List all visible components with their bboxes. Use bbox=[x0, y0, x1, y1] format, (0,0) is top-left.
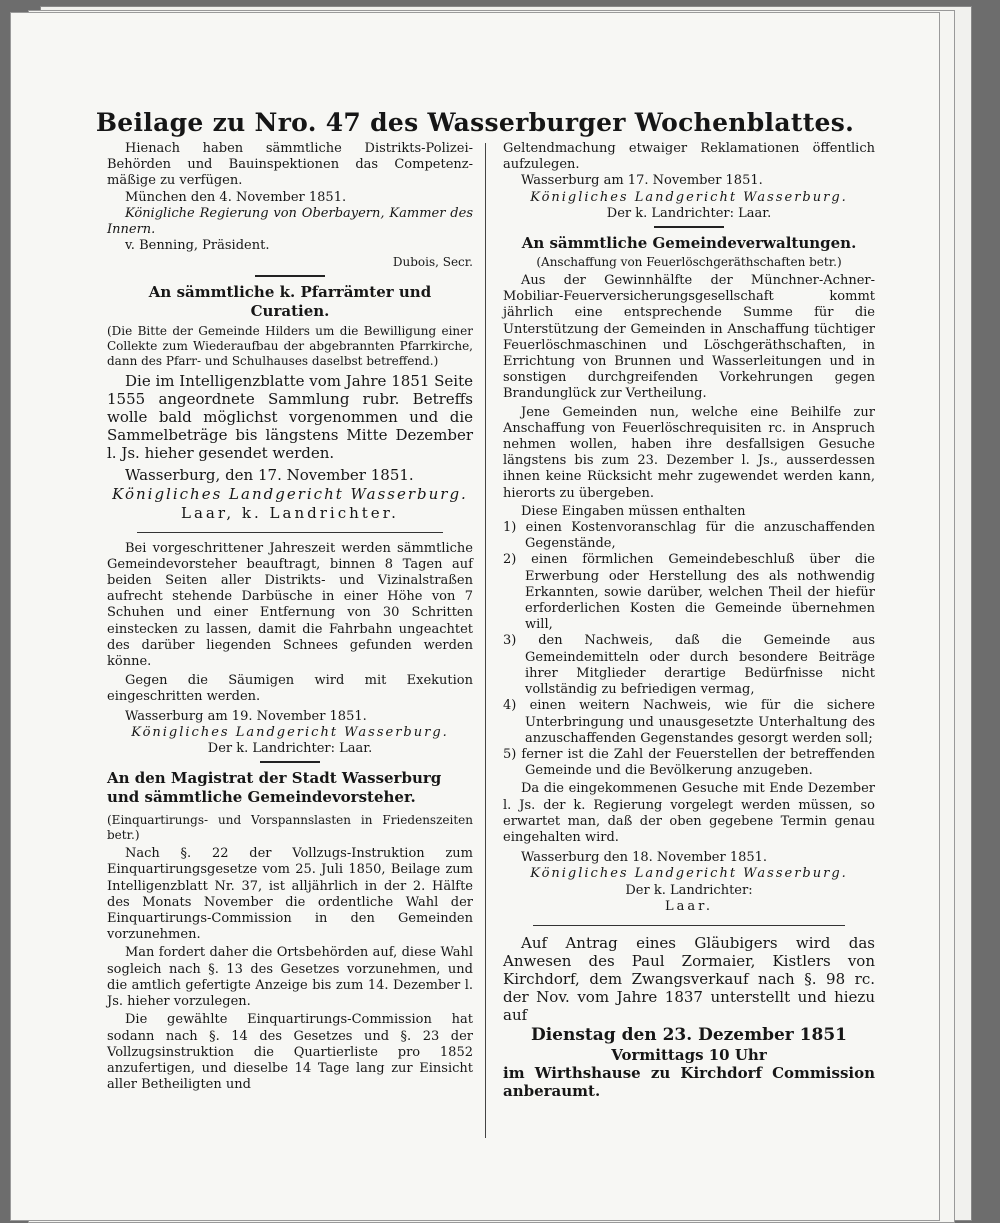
auction-time: Vormittags 10 Uhr bbox=[611, 1045, 767, 1064]
notice-body: Bei vorgeschrittener Jahreszeit werden sämmtliche Gemeindevorsteher beauftragt, binnen 8 Tagen auf beiden Seiten aller Distrikts- und Vizinalstraßen aufrecht stehende Darbüsche in einer Höhe von 7 Schuhen und einer Entfernung von 30 Schritten einstecken zu lassen, damit die Fahrbahn ungeachtet des darüber liegenden Schnees gefunden werden könne. bbox=[107, 540, 473, 670]
section-heading: An den Magistrat der Stadt Wasserburg und sämmtliche Gemeindevorsteher. bbox=[107, 769, 442, 807]
list-item: 2) einen förmlichen Gemeindebeschluß über die Erwerbung oder Herstellung des als nothwendig Erkannten, sowie darüber, welchen Theil der hiefür erforderlichen Kosten die Gemeinde übernehmen will, bbox=[503, 552, 875, 633]
auction-date: Dienstag den 23. Dezember 1851 bbox=[530, 1024, 847, 1045]
auction-place: im Wirthshause zu Kirchdorf Commission anberaumt. bbox=[503, 1063, 875, 1100]
notice-body: Auf Antrag eines Gläubigers wird das Anwesen des Paul Zormaier, Kistlers von Kirchdorf, dem Zwangsverkauf nach §. 98 rc. der Nov. vom Jahre 1837 unterstellt und hiezu auf bbox=[503, 933, 875, 1024]
notice-body: Man fordert daher die Ortsbehörden auf, diese Wahl sogleich nach §. 13 des Gesetzes vorzunehmen, und die amtlich gefertigte Anzeige bis zum 14. Dezember l. Js. hieher vorzulegen. bbox=[107, 945, 473, 1010]
signer: Der k. Landrichter: Laar. bbox=[606, 205, 772, 221]
section-subtitle: (Einquartirungs- und Vorspannslasten in Friedenszeiten betr.) bbox=[107, 813, 473, 843]
court-name: Königliches Landgericht Wasserburg. bbox=[131, 724, 449, 740]
place-date: Wasserburg am 17. November 1851. bbox=[521, 173, 763, 189]
court-name: Königliches Landgericht Wasserburg. bbox=[530, 189, 848, 205]
notice-body: Gegen die Säumigen wird mit Exekution eingeschritten werden. bbox=[107, 673, 473, 705]
notice-body: Die gewählte Einquartirungs-Commission hat sodann nach §. 14 des Gesetzes und §. 23 der Vollzugsinstruktion die Quartierliste pro 1852 anzufertigen, und dieselbe 14 Tage lang zur Einsicht aller Betheiligten und bbox=[107, 1012, 473, 1093]
list-item: 5) ferner ist die Zahl der Feuerstellen der betreffenden Gemeinde und die Bevölkerung anzugeben. bbox=[503, 746, 875, 779]
signer: v. Benning, Präsident. bbox=[125, 238, 270, 254]
place-date: Wasserburg, den 17. November 1851. bbox=[125, 465, 414, 484]
place-date: Wasserburg den 18. November 1851. bbox=[521, 850, 768, 866]
separator-rule bbox=[137, 532, 443, 533]
separator-rule bbox=[255, 275, 325, 277]
page-title: Beilage zu Nro. 47 des Wasserburger Wochenblattes. bbox=[95, 108, 855, 137]
section-heading: An sämmtliche Gemeindeverwaltungen. bbox=[521, 234, 857, 253]
list-intro: Diese Eingaben müssen enthalten bbox=[521, 503, 746, 519]
left-column bbox=[107, 141, 473, 1093]
notice-body: Aus der Gewinnhälfte der Münchner-Achner-Mobiliar-Feuerversicherungsgesellschaft kommt jährlich eine entsprechende Summe für die Unterstützung der Gemeinden in Anschaffung tüchtiger Feuerlöschmaschinen und Löschgeräthschaften, in Errichtung von Brunnen und Wasserleitungen und in sonstigen durchgreifenden Vorkehrungen gegen Brandunglück zur Vertheilung. bbox=[503, 273, 875, 402]
court-name: Königliches Landgericht Wasserburg. bbox=[112, 484, 468, 503]
separator-rule bbox=[533, 925, 845, 926]
section-subtitle: (Anschaffung von Feuerlöschgeräthschaften betr.) bbox=[536, 255, 842, 270]
court-name: Königliches Landgericht Wasserburg. bbox=[530, 866, 848, 882]
place-date: München den 4. November 1851. bbox=[125, 189, 347, 205]
requirements-list bbox=[503, 520, 875, 779]
notice-body: Nach §. 22 der Vollzugs-Instruktion zum Einquartirungsgesetze vom 25. Juli 1850, Beilage zum Intelligenzblatt Nr. 37, ist alljährlich in der 2. Hälfte des Monats November die ordentliche Wahl der Einquartirungs-Commission in den Gemeinden vorzunehmen. bbox=[107, 846, 473, 943]
signer: Laar, k. Landrichter. bbox=[181, 503, 399, 522]
list-item: 1) einen Kostenvoranschlag für die anzuschaffenden Gegenstände, bbox=[503, 520, 875, 552]
signer: Der k. Landrichter: Laar. bbox=[207, 741, 373, 757]
separator-rule bbox=[260, 761, 320, 763]
section-subtitle: (Die Bitte der Gemeinde Hilders um die Bewilligung einer Collekte zum Wiederaufbau der abgebrannten Pfarrkirche, dann des Pfarr- und Schulhauses daselbst betreffend.) bbox=[107, 323, 473, 368]
signer: Laar. bbox=[664, 898, 714, 914]
notice-body: Da die eingekommenen Gesuche mit Ende Dezember l. Js. der k. Regierung vorgelegt werden müssen, so erwartet man, daß der oben gegebene Termin genau eingehalten wird. bbox=[503, 781, 875, 845]
place-date: Wasserburg am 19. November 1851. bbox=[125, 708, 367, 724]
section-heading: An sämmtliche k. Pfarrämter und Curatien. bbox=[148, 282, 432, 320]
newspaper-page bbox=[10, 12, 940, 1221]
list-item: 4) einen weitern Nachweis, wie für die sichere Unterbringung und unausgesetzte Unterhaltung des anzuschaffenden Gegenstandes gesorgt werden soll; bbox=[503, 698, 875, 746]
notice-body: Die im Intelligenzblatte vom Jahre 1851 Seite 1555 angeordnete Sammlung rubr. Betreffs wolle bald möglichst vorgenommen und die Sammelbeträge bis längstens Mitte Dezember l. Js. hieher gesendet werden. bbox=[107, 371, 473, 462]
signer-title: Der k. Landrichter: bbox=[625, 882, 753, 898]
separator-rule bbox=[654, 226, 724, 228]
authority: Königliche Regierung von Oberbayern, Kammer des Innern. bbox=[107, 205, 473, 238]
right-column bbox=[503, 141, 875, 1100]
notice-text: Hienach haben sämmtliche Distrikts-Polizei-Behörden und Bauinspektionen das Competenz-mäßige zu verfügen. bbox=[107, 141, 473, 189]
notice-text: Geltendmachung etwaiger Reklamationen öffentlich aufzulegen. bbox=[503, 141, 875, 173]
list-item: 3) den Nachweis, daß die Gemeinde aus Gemeindemitteln oder durch besondere Beiträge ihrer Mitglieder derartige Bedürfnisse nicht vollständig zu befriedigen vermag, bbox=[503, 633, 875, 698]
notice-body: Jene Gemeinden nun, welche eine Beihilfe zur Anschaffung von Feuerlöschrequisiten rc. in Anspruch nehmen wollen, haben ihre desfallsigen Gesuche längstens bis zum 23. Dezember l. Js., ausserdessen ihnen keine Rücksicht mehr zugewendet werden kann, hierorts zu übergeben. bbox=[503, 404, 875, 501]
column-divider bbox=[485, 143, 486, 1138]
secretary: Dubois, Secr. bbox=[392, 255, 473, 270]
